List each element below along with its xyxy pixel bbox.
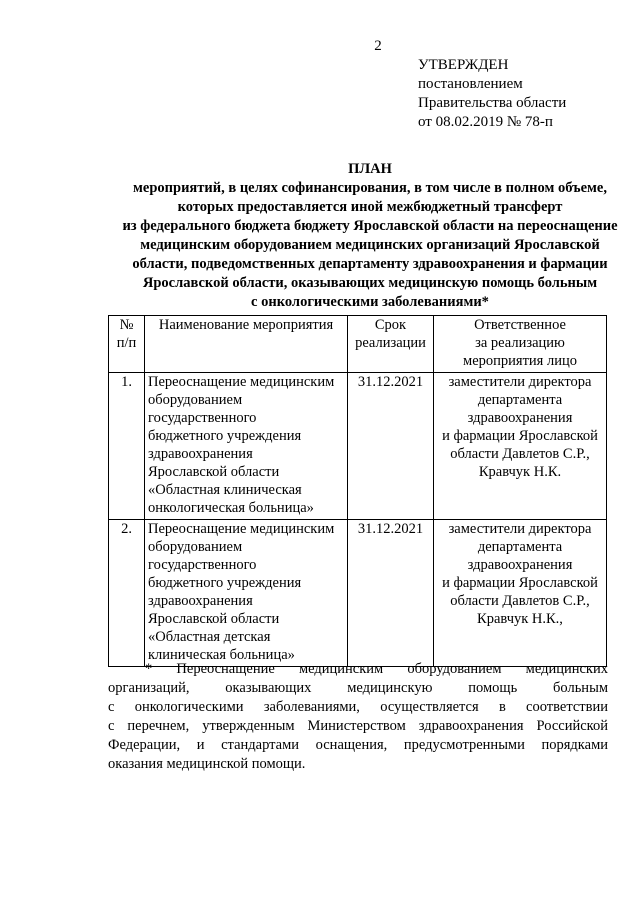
activity-line: Переоснащение медицинским — [148, 521, 335, 537]
table-header-row — [109, 316, 607, 373]
header-name — [145, 316, 348, 373]
responsible-line: Кравчук Н.К., — [477, 611, 563, 627]
header-responsible-line: Ответственное — [474, 317, 566, 333]
responsible-line: департамента — [477, 392, 563, 408]
responsible-line: области Давлетов С.Р., — [450, 593, 590, 609]
header-responsible-line: за реализацию — [475, 335, 565, 351]
activity-line: Ярославской области — [148, 464, 280, 480]
plan-subtitle-line: которых предоставляется иной межбюджетный трансферт — [177, 199, 563, 215]
footnote-line: организаций, оказывающих медицинскую помощь больным — [108, 680, 608, 696]
approval-stamp — [418, 56, 566, 132]
header-name-line: Наименование мероприятия — [158, 317, 334, 333]
page-number: 2 — [374, 38, 382, 54]
approval-date-number: от 08.02.2019 № 78-п — [418, 114, 553, 130]
activity-line: государственного — [148, 410, 257, 426]
row-deadline: 31.12.2021 — [348, 373, 434, 520]
header-deadline-line: реализации — [355, 335, 426, 351]
activity-line: государственного — [148, 557, 257, 573]
plan-subtitle-line: мероприятий, в целях софинансирования, в том числе в полном объеме, — [133, 180, 607, 196]
footnote-line: * Переоснащение медицинским оборудованием медицинских — [145, 661, 608, 677]
activity-line: здравоохранения — [148, 446, 253, 462]
plan-table — [108, 315, 607, 667]
responsible-line: здравоохранения — [467, 557, 573, 573]
responsible-line: и фармации Ярославской — [442, 575, 598, 591]
row-activity-name — [145, 520, 348, 667]
header-responsible-line: мероприятия лицо — [463, 353, 577, 369]
activity-line: клиническая больница» — [148, 647, 295, 663]
responsible-line: заместители директора — [448, 521, 592, 537]
footnote-line: оказания медицинской помощи. — [108, 756, 306, 772]
responsible-line: департамента — [477, 539, 563, 555]
activity-line: бюджетного учреждения — [148, 428, 302, 444]
activity-line: оборудованием — [148, 392, 243, 408]
header-number-line: п/п — [116, 335, 137, 351]
header-deadline — [348, 316, 434, 373]
approval-status: УТВЕРЖДЕН — [418, 57, 509, 73]
responsible-line: заместители директора — [448, 374, 592, 390]
activity-line: онкологическая больница» — [148, 500, 314, 516]
responsible-line: области Давлетов С.Р., — [450, 446, 590, 462]
plan-subtitle-line: с онкологическими заболеваниями* — [251, 294, 489, 310]
responsible-line: здравоохранения — [467, 410, 573, 426]
approval-authority: Правительства области — [418, 95, 567, 111]
responsible-line: и фармации Ярославской — [442, 428, 598, 444]
footnote — [108, 660, 608, 774]
row-responsible — [434, 520, 607, 667]
activity-line: Переоснащение медицинским — [148, 374, 335, 390]
header-responsible — [434, 316, 607, 373]
plan-subtitle-line: из федерального бюджета бюджету Ярославской области на переоснащение — [122, 218, 618, 234]
row-number: 2. — [109, 520, 145, 667]
activity-line: оборудованием — [148, 539, 243, 555]
activity-line: бюджетного учреждения — [148, 575, 302, 591]
header-number — [109, 316, 145, 373]
row-deadline: 31.12.2021 — [348, 520, 434, 667]
header-number-line: № — [119, 317, 134, 333]
row-activity-name — [145, 373, 348, 520]
header-deadline-line: Срок — [374, 317, 407, 333]
plan-subtitle-line: медицинским оборудованием медицинских организаций Ярославской — [140, 237, 600, 253]
approval-basis: постановлением — [418, 76, 523, 92]
footnote-line: с онкологическими заболеваниями, осуществляется в соответствии — [108, 699, 608, 715]
table-row — [109, 520, 607, 667]
activity-line: здравоохранения — [148, 593, 253, 609]
table-row — [109, 373, 607, 520]
responsible-line: Кравчук Н.К. — [478, 464, 562, 480]
row-number: 1. — [109, 373, 145, 520]
plan-subtitle-line: области, подведомственных департаменту здравоохранения и фармации — [132, 256, 608, 272]
footnote-line: Федерации, и стандартами оснащения, предусмотренными порядками — [108, 737, 608, 753]
plan-heading — [100, 160, 640, 312]
row-responsible — [434, 373, 607, 520]
activity-line: «Областная клиническая — [148, 482, 302, 498]
activity-line: Ярославской области — [148, 611, 280, 627]
plan-title: ПЛАН — [348, 161, 392, 177]
activity-line: «Областная детская — [148, 629, 271, 645]
footnote-line: с перечнем, утвержденным Министерством здравоохранения Российской — [108, 718, 608, 734]
plan-subtitle-line: Ярославской области, оказывающих медицинскую помощь больным — [142, 275, 598, 291]
